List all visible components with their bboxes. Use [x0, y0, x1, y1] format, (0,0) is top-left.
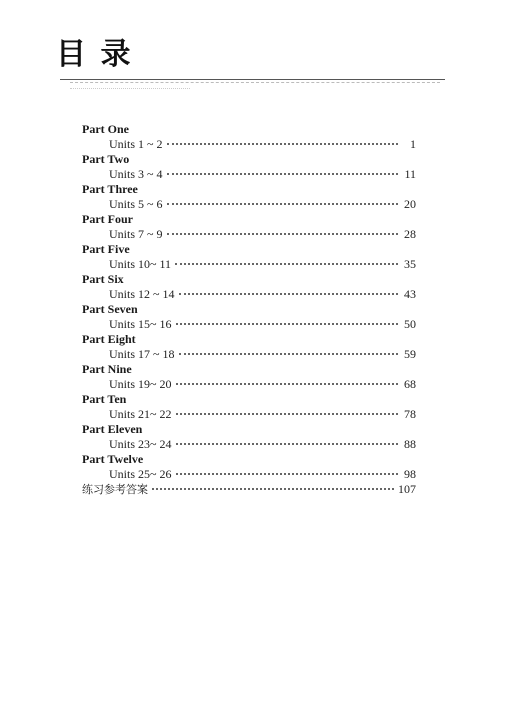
toc-entry[interactable] — [82, 257, 416, 272]
toc-entry-label: Units 5 ~ 6 — [109, 197, 163, 211]
toc-part-title: Part Nine — [82, 362, 132, 376]
leader-dots — [167, 233, 399, 235]
toc-page-number: 107 — [398, 482, 416, 496]
title-divider — [60, 79, 445, 80]
toc-entry-label: Units 7 ~ 9 — [109, 227, 163, 241]
toc-part-title: Part One — [82, 122, 129, 136]
toc-entry-label: Units 1 ~ 2 — [109, 137, 163, 151]
toc-part-title: Part Six — [82, 272, 124, 286]
toc-entry[interactable] — [82, 377, 416, 392]
leader-dots — [176, 473, 399, 475]
toc-page-number: 35 — [404, 257, 416, 271]
toc-page-number: 43 — [404, 287, 416, 301]
title-divider-dotted — [70, 88, 190, 89]
toc-entry[interactable] — [82, 287, 416, 302]
toc-part-title: Part Two — [82, 152, 130, 166]
leader-dots — [167, 173, 399, 175]
toc-entry[interactable] — [82, 407, 416, 422]
toc-entry-label: Units 25~ 26 — [109, 467, 172, 481]
leader-dots — [175, 263, 398, 265]
toc-entry-label: Units 21~ 22 — [109, 407, 172, 421]
toc-entry[interactable] — [82, 137, 416, 152]
leader-dots — [176, 413, 399, 415]
toc-part-title: Part Five — [82, 242, 130, 256]
toc-part-title: Part Seven — [82, 302, 138, 316]
toc-page-number: 20 — [404, 197, 416, 211]
toc-page-number: 1 — [410, 137, 416, 151]
leader-dots — [176, 323, 399, 325]
leader-dots — [167, 203, 399, 205]
toc-entry[interactable] — [82, 347, 416, 362]
toc-part-title: Part Twelve — [82, 452, 144, 466]
toc-entry-label: Units 23~ 24 — [109, 437, 172, 451]
leader-dots — [179, 353, 399, 355]
toc-entry-label: Units 10~ 11 — [109, 257, 172, 271]
toc-entry[interactable] — [82, 167, 416, 182]
leader-dots — [176, 443, 399, 445]
toc-entry[interactable] — [82, 467, 416, 482]
toc-page-number: 50 — [404, 317, 416, 331]
toc-entry-label: Units 17 ~ 18 — [109, 347, 175, 361]
toc-entry-label: Units 12 ~ 14 — [109, 287, 175, 301]
toc-entry[interactable] — [82, 197, 416, 212]
toc-page-number: 68 — [404, 377, 416, 391]
leader-dots — [179, 293, 399, 295]
toc-page-number: 59 — [404, 347, 416, 361]
toc-page-number: 11 — [404, 167, 416, 181]
toc-entry-label: Units 15~ 16 — [109, 317, 172, 331]
toc-entry-answers[interactable] — [82, 482, 416, 497]
toc-part-title: Part Eight — [82, 332, 136, 346]
toc-page-number: 28 — [404, 227, 416, 241]
table-of-contents — [82, 122, 416, 497]
toc-page-number: 78 — [404, 407, 416, 421]
toc-part-title: Part Three — [82, 182, 138, 196]
toc-entry-label: 练习参考答案 — [82, 483, 148, 496]
toc-entry[interactable] — [82, 227, 416, 242]
toc-entry[interactable] — [82, 437, 416, 452]
toc-parts-list — [82, 122, 416, 482]
page-title: 目 录 — [56, 37, 133, 72]
toc-page-number: 88 — [404, 437, 416, 451]
toc-part-title: Part Four — [82, 212, 133, 226]
toc-entry[interactable] — [82, 317, 416, 332]
toc-entry-label: Units 19~ 20 — [109, 377, 172, 391]
leader-dots — [176, 383, 399, 385]
leader-dots — [152, 488, 394, 490]
toc-part-title: Part Eleven — [82, 422, 143, 436]
leader-dots — [167, 143, 399, 145]
toc-page-number: 98 — [404, 467, 416, 481]
title-divider-faint — [70, 82, 440, 83]
toc-entry-label: Units 3 ~ 4 — [109, 167, 163, 181]
toc-part-title: Part Ten — [82, 392, 127, 406]
